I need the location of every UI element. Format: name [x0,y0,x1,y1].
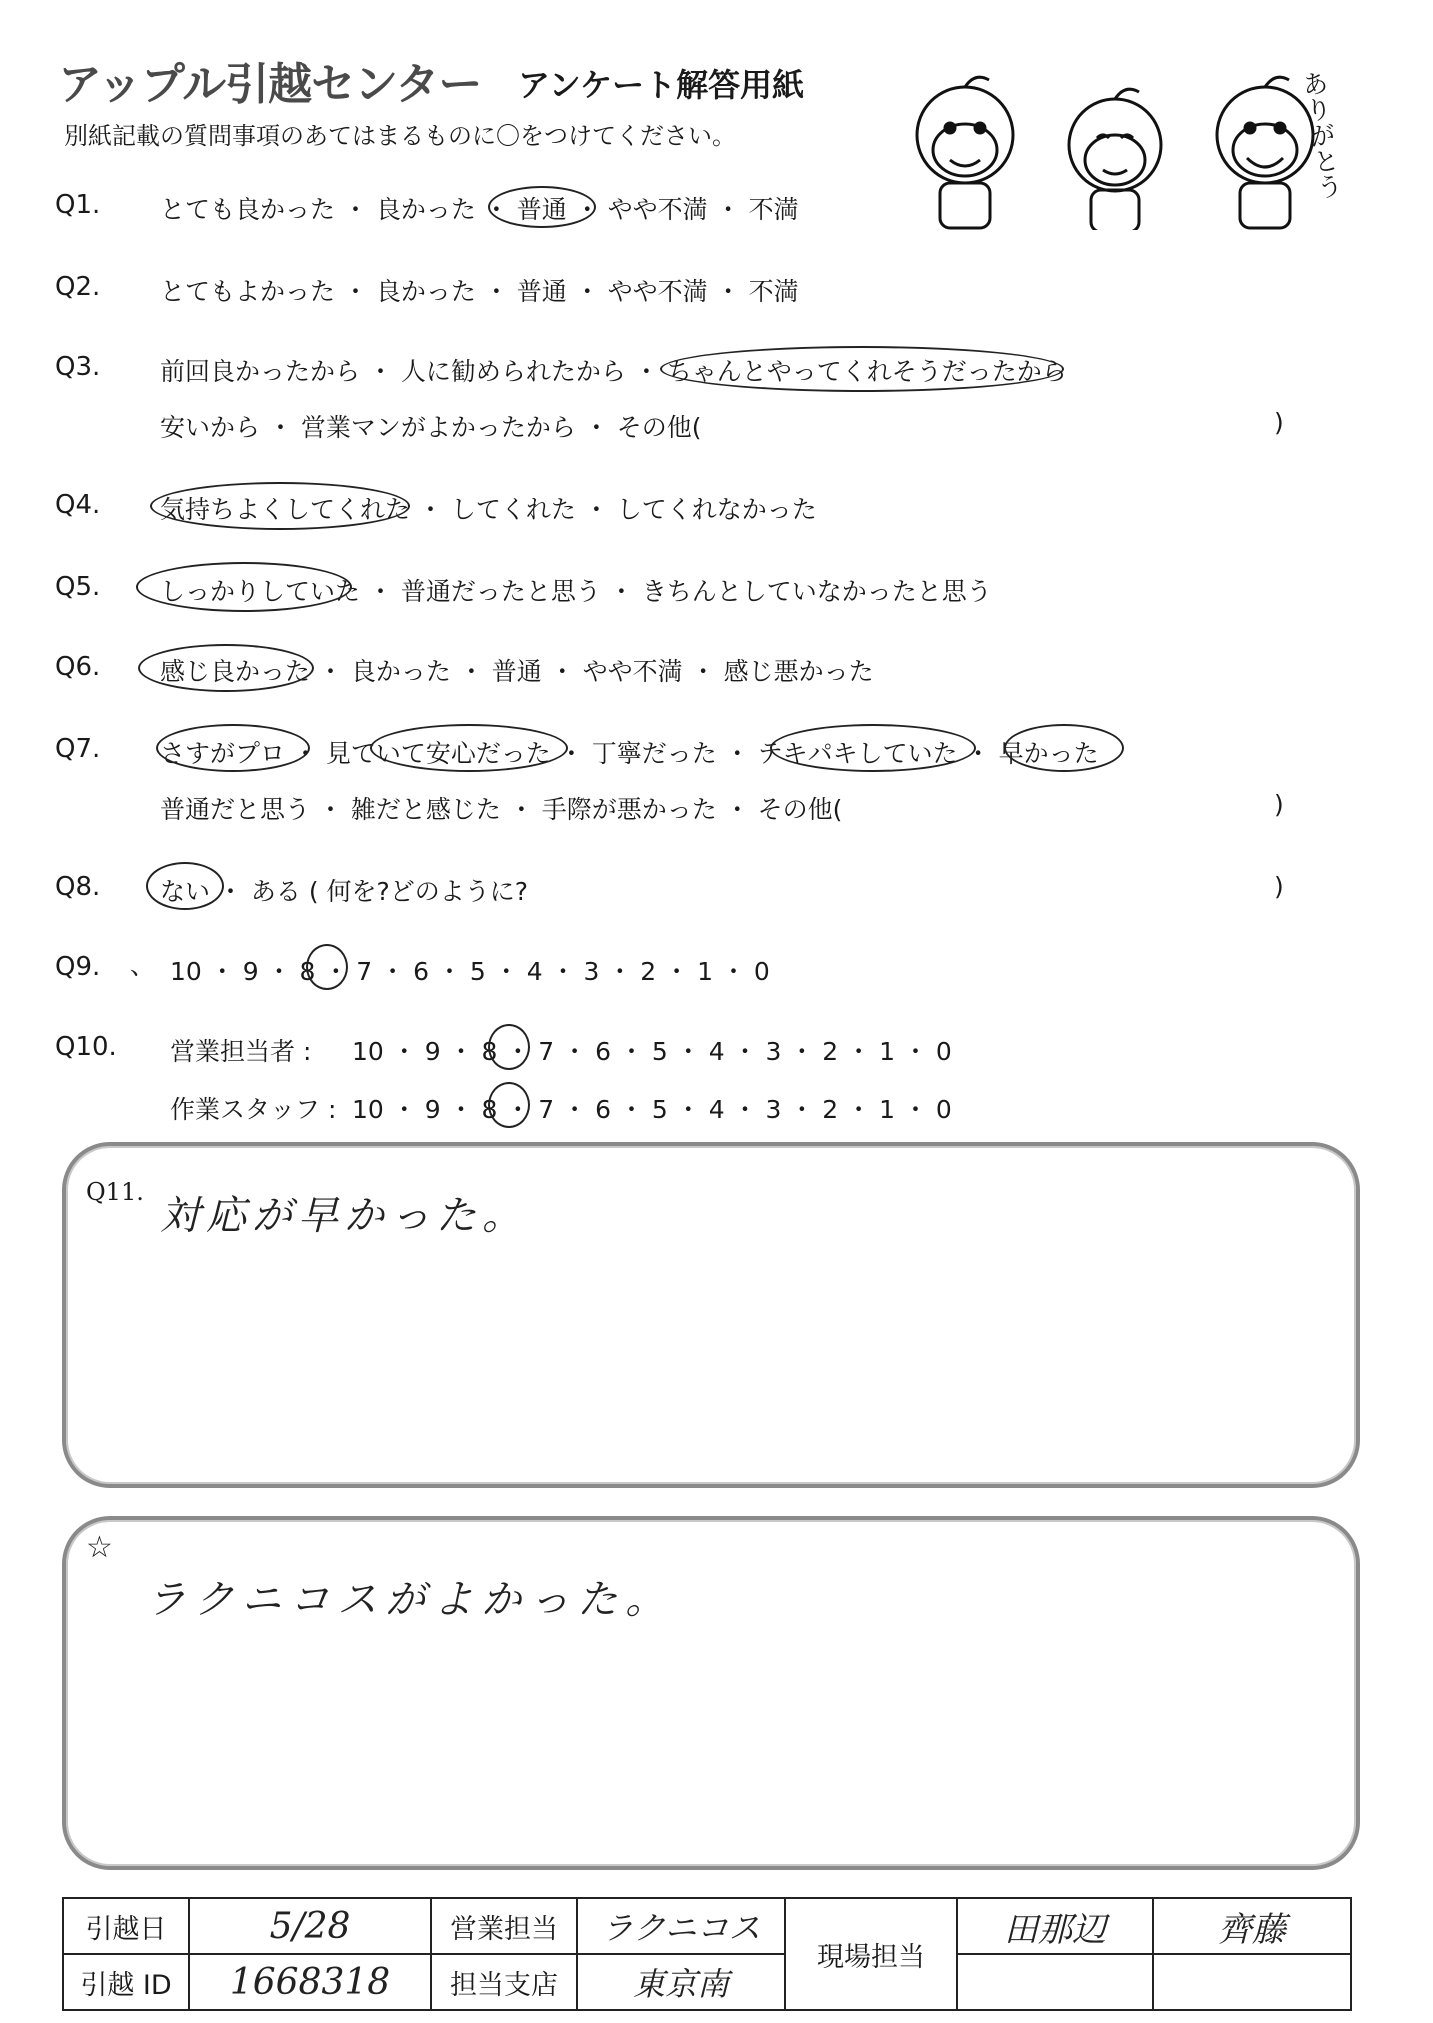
site-staff-1: 田那辺 [957,1898,1153,1954]
q8-answer-circle [146,862,224,910]
q8-close-paren: ) [1274,872,1284,901]
q5-options: しっかりしていた ・ 普通だったと思う ・ きちんとしていなかったと思う [160,577,992,606]
q7-close-paren: ) [1274,790,1284,819]
comment-handwritten-answer: ラクニコスがよかった。 [146,1577,674,1623]
q9-answer-circle [306,944,348,990]
instruction-text: 別紙記載の質問事項のあてはまるものに〇をつけてください。 [64,122,736,150]
site-staff-empty-2 [1153,1954,1351,2010]
q10-sales-label: 営業担当者 : [170,1037,312,1066]
q3-label: Q3. [55,352,101,382]
q7-answer-circle-2 [370,724,568,772]
q5-answer-circle [136,562,352,612]
q6-answer-circle [138,644,314,692]
move-date-label: 引越日 [63,1898,189,1954]
q4-answer-circle [150,482,410,530]
q1-answer-circle [488,186,596,228]
q8-label: Q8. [55,872,101,902]
q9-mark: 、 [130,951,156,980]
q9-label: Q9. [55,952,101,982]
thanks-text: ありがとう [1296,68,1344,202]
q10-sales-scale: 10 ・ 9 ・ 8 ・ 7 ・ 6 ・ 5 ・ 4 ・ 3 ・ 2 ・ 1 ・ 0 [352,1037,952,1066]
q6-label: Q6. [55,652,101,682]
q10-sales-answer-circle [488,1024,530,1070]
move-id-label: 引越 ID [63,1954,189,2010]
q1-options: とても良かった ・ 良かった ・ 普通 ・ やや不満 ・ 不満 [160,195,799,224]
q10-staff-answer-circle [488,1082,530,1128]
monkey-icon [917,77,1013,228]
q7-label: Q7. [55,734,101,764]
q10-staff-label: 作業スタッフ : [170,1095,337,1124]
q2-options: とてもよかった ・ 良かった ・ 普通 ・ やや不満 ・ 不満 [160,277,799,306]
q10-label: Q10. [55,1032,117,1062]
q11-handwritten-answer: 対応が早かった。 [160,1193,528,1239]
branch-label: 担当支店 [431,1954,577,2010]
branch-value: 東京南 [577,1954,785,2010]
q11-label: Q11. [86,1178,144,1206]
move-id-value: 1668318 [189,1954,431,2010]
site-staff-label: 現場担当 [785,1898,957,2010]
sales-rep-label: 営業担当 [431,1898,577,1954]
site-staff-empty-1 [957,1954,1153,2010]
sheet-subtitle: アンケート解答用紙 [518,66,805,104]
q7-answer-circle-4 [1004,724,1124,772]
q8-options: ない ・ ある ( 何を?どのように? [160,877,529,906]
q3-answer-circle [660,346,1064,392]
q10-staff-scale: 10 ・ 9 ・ 8 ・ 7 ・ 6 ・ 5 ・ 4 ・ 3 ・ 2 ・ 1 ・ 0 [352,1095,952,1124]
footer-info-table [62,1897,1352,2011]
q3-options-line2: 安いから ・ 営業マンがよかったから ・ その他( [160,413,702,442]
q5-label: Q5. [55,572,101,602]
q7-options-line1: さすがプロ ・ 見ていて安心だった ・ 丁寧だった ・ テキパキしていた ・ 早かった [160,739,1099,768]
monkey-icon [1069,89,1161,230]
q7-answer-circle-1 [156,724,310,772]
q2-label: Q2. [55,272,101,302]
move-date-value: 5/28 [189,1898,431,1954]
site-staff-2: 齊藤 [1153,1898,1351,1954]
star-icon: ☆ [86,1530,113,1565]
q9-scale: 10 ・ 9 ・ 8 ・ 7 ・ 6 ・ 5 ・ 4 ・ 3 ・ 2 ・ 1 ・ 0 [170,957,770,986]
q3-options-line1: 前回良かったから ・ 人に勧められたから ・ ちゃんとやってくれそうだったから [160,357,1067,386]
q7-options-line2: 普通だと思う ・ 雑だと感じた ・ 手際が悪かった ・ その他( [160,795,843,824]
sales-rep-value: ラクニコス [577,1898,785,1954]
q4-label: Q4. [55,490,101,520]
q3-close-paren: ) [1274,408,1284,437]
company-title: アップル引越センター [58,59,482,110]
q7-answer-circle-3 [770,724,976,772]
monkey-mascots-illustration [895,60,1355,230]
q6-options: 感じ良かった ・ 良かった ・ 普通 ・ やや不満 ・ 感じ悪かった [160,657,874,686]
q4-options: 気持ちよくしてくれた ・ してくれた ・ してくれなかった [160,495,817,524]
q1-label: Q1. [55,190,101,220]
